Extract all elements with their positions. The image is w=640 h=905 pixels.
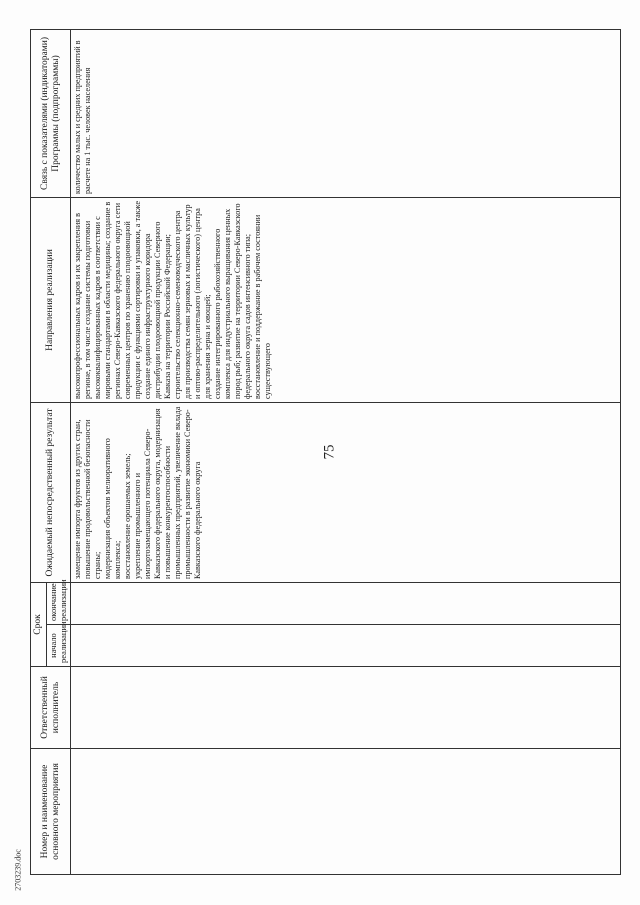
cell-responsible [71, 667, 621, 749]
table-row [71, 29, 621, 874]
header-term: Срок [31, 582, 47, 666]
cell-directions: высокопрофессиональных кадров и их закрепления в регионе, в том числе создание системы подготовки высококвалифицированных кадров в соответствии с мировыми стандартами в области медицины; создание в регионах Северо-Кавказского федерального округа сети современных центров по хранению плодоовощной продукции с функциями сортировки и упаковки, а также создание единого инфраструктурного коридора дистрибуции плодоовощной продукции Северного Кавказа на территории Российской Федерации; строительство селекционно-семеноводческого центра для производства семян зерновых и масличных культур и оптово-распределительного (логистического) центра для хранения зерна и овощей; создание интегрированного рыбохозяйственного комплекса для индустриального выращивания ценных пород рыб; развитие на территории Северо-Кавказского федерального округа садов интенсивного типа; восстановление и поддержание в рабочем состоянии существующего [71, 197, 621, 402]
document-file-id: 2703239.doc [13, 849, 23, 891]
header-expected-result: Ожидаемый непосредственный результат [31, 402, 71, 582]
header-number-name: Номер и наименование основного мероприятия [31, 749, 71, 875]
cell-number-name [71, 749, 621, 875]
header-indicators: Связь с показателями (индикаторами) Программы (подпрограммы) [31, 29, 71, 197]
header-directions: Направления реализации [31, 197, 71, 402]
header-responsible: Ответственный исполнитель [31, 667, 71, 749]
page-number: 75 [321, 444, 338, 460]
cell-term-start [71, 625, 621, 667]
activities-table [30, 29, 621, 875]
cell-indicators: количество малых и средних предприятий в расчете на 1 тыс. человек населения [71, 29, 621, 197]
cell-expected-result: замещение импорта фруктов из других стран, повышение продовольственной безопасности страны; модернизация объектов мелиоративного комплекса; восстановление орошаемых земель; укрепление промышленного и импортозамещающего потенциала Северо-Кавказского федерального округа, модернизация и повышение конкурентоспособности промышленных предприятий, увеличение вклада промышленности в развитие экономики Северо-Кавказского федерального округа [71, 402, 621, 582]
header-term-end: окончание реализации [46, 582, 71, 624]
header-term-start: начало реализации [46, 625, 71, 667]
table-header-row [31, 29, 47, 874]
cell-term-end [71, 582, 621, 624]
rotated-table-container [30, 30, 630, 875]
